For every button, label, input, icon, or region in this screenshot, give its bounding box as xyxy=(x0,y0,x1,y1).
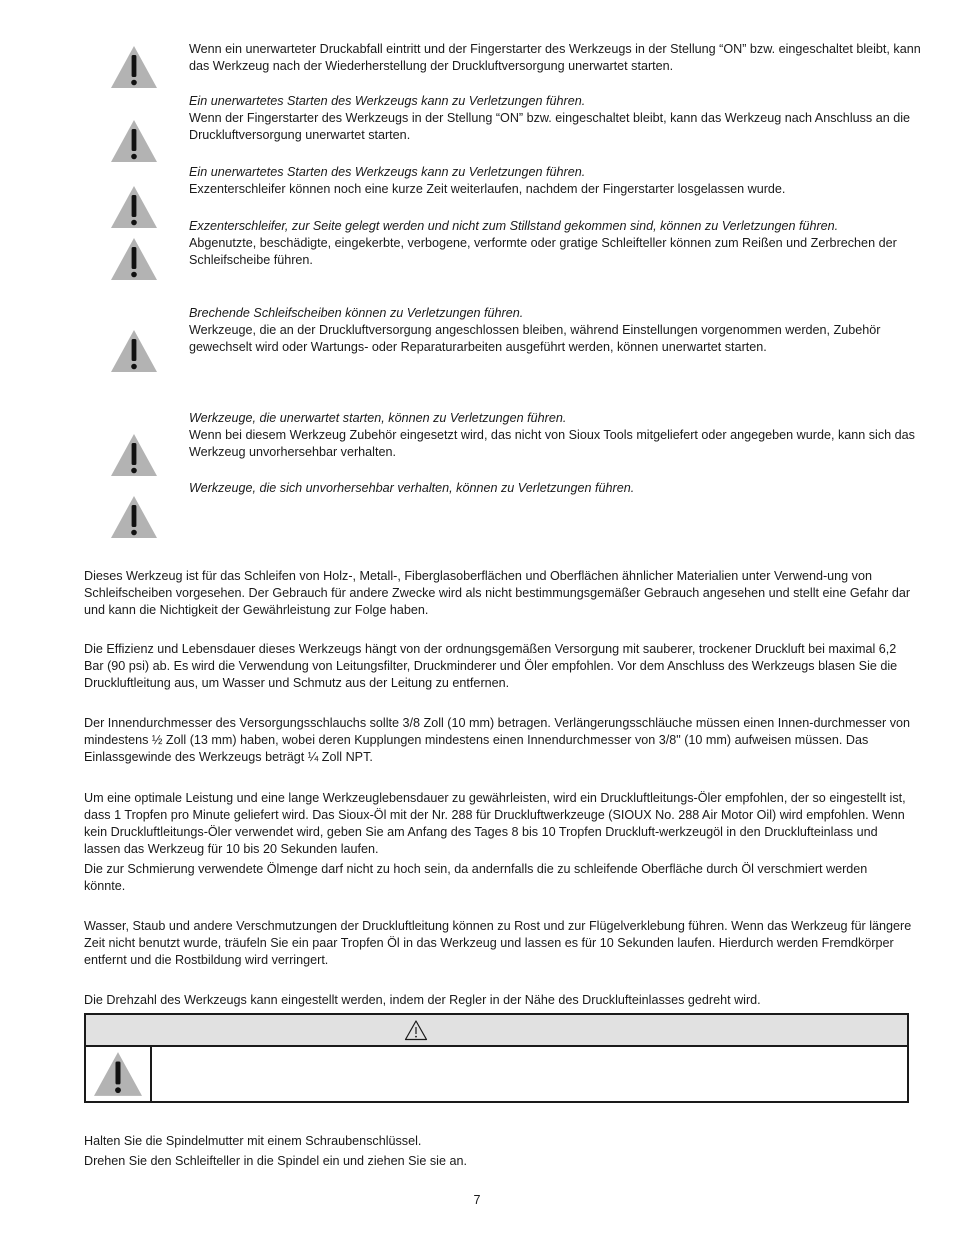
warning-block xyxy=(189,93,924,144)
warning-outline-triangle-icon xyxy=(404,1019,428,1041)
warning-consequence: Ein unerwartetes Starten des Werkzeugs kann zu Verletzungen führen. xyxy=(189,165,586,179)
warning-triangle-icon xyxy=(109,328,159,374)
body-paragraph: Die Effizienz und Lebensdauer dieses Werkzeugs hängt von der ordnungsgemäßen Versorgung mit sauberer, trockener Druckluft bei maximal 6,2 Bar (90 psi) ab. Es wird die Verwendung von Leitungsfilter, Druckminderer und Öler empfohlen. Vor dem Anschluss des Werkzeugs blasen Sie die Druckluftleitung aus, um Wasser und Schmutz aus der Leitung zu entfernen. xyxy=(84,642,898,690)
warning-block xyxy=(189,41,924,75)
warning-triangle-icon xyxy=(109,184,159,230)
warning-text: Exzenterschleifer können noch eine kurze Zeit weiterlaufen, nachdem der Fingerstarter losgelassen wurde. xyxy=(189,182,786,196)
warning-text: Wenn ein unerwarteter Druckabfall eintritt und der Fingerstarter des Werkzeugs in der Stellung “ON” bzw. eingeschaltet bleibt, kann das Werkzeug nach der Wiederherstellung der Druckluftversorgung unerwartet starten. xyxy=(189,42,921,73)
warning-block xyxy=(189,305,924,356)
instruction-step: Halten Sie die Spindelmutter mit einem Schraubenschlüssel. xyxy=(84,1134,422,1148)
body-paragraph: Die zur Schmierung verwendete Ölmenge darf nicht zu hoch sein, da andernfalls die zu schleifende Oberfläche durch Öl verschmiert werden könnte. xyxy=(84,862,868,893)
body-paragraph: Der Innendurchmesser des Versorgungsschlauchs sollte 3/8 Zoll (10 mm) betragen. Verlängerungsschläuche müssen einen Innen-durchmesser von mindestens ½ Zoll (13 mm) haben, wobei deren Kupplungen mindestens einen Innendurchmesser von 3/8" (10 mm) aufweisen müssen. Das Einlassgewinde des Werkzeugs beträgt ¼ Zoll NPT. xyxy=(84,716,911,764)
warning-triangle-icon xyxy=(90,1050,146,1098)
warning-triangle-icon xyxy=(109,494,159,540)
body-paragraph: Dieses Werkzeug ist für das Schleifen von Holz-, Metall-, Fiberglasoberflächen und Oberflächen ähnlicher Materialien unter Verwend-ung von Schleifscheiben vorgesehen. Der Gebrauch für andere Zwecke wird als nicht bestimmungsgemäßer Gebrauch angesehen und stellt eine Gefahr dar und kann die Nichtigkeit der Gewährleistung zur Folge haben. xyxy=(84,569,911,617)
callout-body xyxy=(86,1047,907,1101)
warning-text: Wenn der Fingerstarter des Werkzeugs in der Stellung “ON” bzw. eingeschaltet bleibt, kann das Werkzeug nach Anschluss an die Druckluftversorgung unerwartet starten. xyxy=(189,111,911,142)
warning-triangle-icon xyxy=(109,118,159,164)
warning-block xyxy=(189,410,924,461)
callout-icon-cell xyxy=(86,1047,152,1101)
warning-block xyxy=(189,480,924,497)
warning-triangle-icon xyxy=(109,432,159,478)
callout-header xyxy=(86,1015,907,1047)
body-paragraph: Wasser, Staub und andere Verschmutzungen der Druckluftleitung können zu Rost und zur Flügelverklebung führen. Wenn das Werkzeug für längere Zeit nicht benutzt wurde, träufeln Sie ein paar Tropfen Öl in das Werkzeug und lassen es für 10 Sekunden laufen. Hierdurch werden Fremdkörper entfernt und die Rostbildung wird verringert. xyxy=(84,919,912,967)
warning-block xyxy=(189,164,924,198)
warning-consequence: Werkzeuge, die unerwartet starten, können zu Verletzungen führen. xyxy=(189,411,567,425)
instruction-step: Drehen Sie den Schleifteller in die Spindel ein und ziehen Sie sie an. xyxy=(84,1154,467,1168)
warning-text: Wenn bei diesem Werkzeug Zubehör eingesetzt wird, das nicht von Sioux Tools mitgeliefert oder angegeben wurde, kann sich das Werkzeug unvorhersehbar verhalten. xyxy=(189,428,915,459)
warning-block xyxy=(189,218,924,269)
body-paragraph: Um eine optimale Leistung und eine lange Werkzeuglebensdauer zu gewährleisten, wird ein Druckluftleitungs-Öler empfohlen, der so eingestellt ist, dass 1 Tropfen pro Minute geliefert wird. Das Sioux-Öl mit der Nr. 288 für Druckluftwerkzeuge (SIOUX No. 288 Air Motor Oil) wird empfohlen. Wenn kein Druckluftleitungs-Öler verwendet wird, geben Sie am Anfang des Tages 8 bis 10 Tropfen Druckluft-werkzeugöl in den Drucklufteinlass und lassen das Werkzeug für 10 bis 20 Sekunden laufen. xyxy=(84,791,906,856)
warning-consequence: Ein unerwartetes Starten des Werkzeugs kann zu Verletzungen führen. xyxy=(189,94,586,108)
warning-triangle-icon xyxy=(109,44,159,90)
body-paragraph: Die Drehzahl des Werkzeugs kann eingestellt werden, indem der Regler in der Nähe des Drucklufteinlasses gedreht wird. xyxy=(84,993,761,1007)
page-number: 7 xyxy=(473,1193,481,1207)
warning-consequence: Exzenterschleifer, zur Seite gelegt werden und nicht zum Stillstand gekommen sind, können zu Verletzungen führen. xyxy=(189,219,839,233)
warning-text: Abgenutzte, beschädigte, eingekerbte, verbogene, verformte oder gratige Schleifteller können zum Reißen und Zerbrechen der Schleifscheibe führen. xyxy=(189,236,897,267)
warning-triangle-icon xyxy=(109,236,159,282)
warning-consequence: Brechende Schleifscheiben können zu Verletzungen führen. xyxy=(189,306,524,320)
warning-consequence: Werkzeuge, die sich unvorhersehbar verhalten, können zu Verletzungen führen. xyxy=(189,481,635,495)
caution-callout xyxy=(84,1013,909,1103)
warning-text: Werkzeuge, die an der Druckluftversorgung angeschlossen bleiben, während Einstellungen vorgenommen werden, Zubehör gewechselt wird oder Wartungs- oder Reparaturarbeiten ausgeführt werden, können unerwartet starten. xyxy=(189,323,881,354)
